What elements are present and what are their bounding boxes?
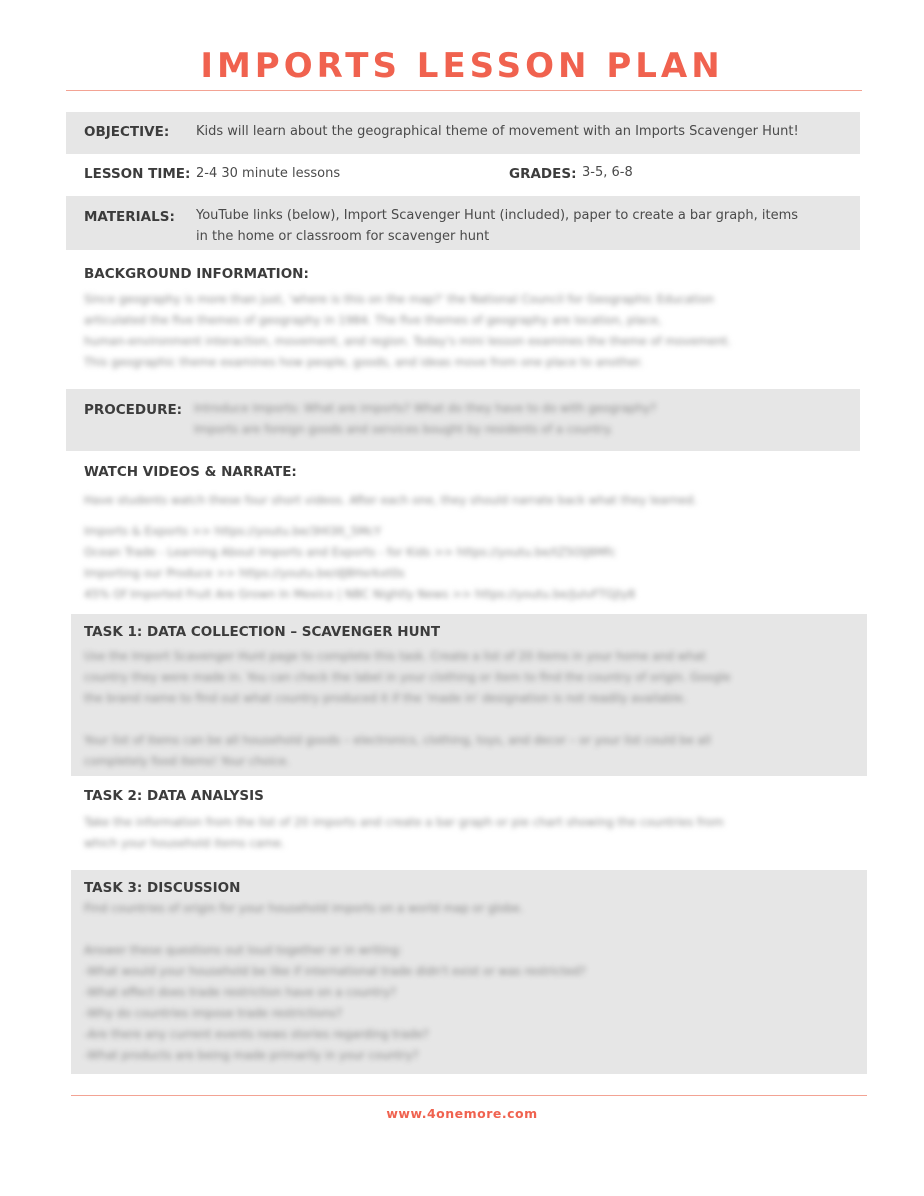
background-text (84, 289, 731, 373)
task3-line: -What products are being made primarily in your country? (84, 1048, 419, 1062)
objective-label: OBJECTIVE: (84, 124, 170, 140)
materials-line: YouTube links (below), Import Scavenger Hunt (included), paper to create a bar graph, items (196, 208, 799, 223)
task2-line: Take the information from the list of 20 imports and create a bar graph or pie chart showing the countries from (84, 815, 724, 829)
footer-link[interactable]: www.4onemore.com (386, 1106, 538, 1121)
video-link[interactable]: Ocean Trade - Learning About Imports and Exports - for Kids >> https://youtu.be/tZ5OlJ8Mfc (84, 545, 616, 559)
task1-line (84, 709, 731, 730)
objective-text: Kids will learn about the geographical theme of movement with an Imports Scavenger Hunt! (196, 124, 799, 139)
background-line: human-environment interaction, movement, and region. Today's mini lesson examines the theme of movement. (84, 334, 732, 348)
task3-line: Answer these questions out loud together or in writing: (84, 943, 403, 957)
videos-label: WATCH VIDEOS & NARRATE: (84, 464, 297, 480)
task2-label: TASK 2: DATA ANALYSIS (84, 788, 264, 804)
task1-line: the brand name to find out what country produced it if the 'made in' designation is not readily available. (84, 691, 687, 705)
task1-text (84, 646, 731, 772)
background-label: BACKGROUND INFORMATION: (84, 266, 309, 282)
lesson-time-value: 2-4 30 minute lessons (196, 166, 341, 181)
task3-line: -What effect does trade restriction have on a country? (84, 985, 397, 999)
background-line: articulated the five themes of geography in 1984. The five themes of geography are location, place, (84, 313, 662, 327)
materials-text (196, 205, 798, 247)
videos-intro: Have students watch these four short videos. After each one, they should narrate back what they learned. (84, 493, 698, 507)
background-line: This geographic theme examines how people, goods, and ideas move from one place to another. (84, 355, 644, 369)
materials-label: MATERIALS: (84, 209, 175, 225)
task1-line: country they were made in. You can check the label in your clothing or item to find the country of origin. Google (84, 670, 731, 684)
task3-line (84, 919, 586, 940)
task3-line: Find countries of origin for your household imports on a world map or globe. (84, 901, 524, 915)
procedure-line: Imports are foreign goods and services bought by residents of a country. (194, 422, 613, 436)
task3-line: -What would your household be like if international trade didn't exist or was restricted? (84, 964, 586, 978)
task3-line: -Are there any current events news stories regarding trade? (84, 1027, 429, 1041)
footer-divider (71, 1095, 867, 1096)
lesson-time-label: LESSON TIME: (84, 166, 191, 182)
grades-label: GRADES: (509, 166, 577, 182)
video-link[interactable]: Importing our Produce >> https://youtu.be/dJ8Hxrkxt0s (84, 566, 405, 580)
video-link[interactable]: Imports & Exports >> https://youtu.be/3Hl3lt_5McY (84, 524, 382, 538)
task3-line: -Why do countries impose trade restrictions? (84, 1006, 343, 1020)
task1-line: Use the Import Scavenger Hunt page to complete this task. Create a list of 20 items in your home and what (84, 649, 706, 663)
materials-line: in the home or classroom for scavenger hunt (196, 229, 490, 244)
task2-line: which your household items came. (84, 836, 285, 850)
task1-line: Your list of items can be all household goods – electronics, clothing, toys, and decor – or your list could be all (84, 733, 711, 747)
task3-label: TASK 3: DISCUSSION (84, 880, 241, 896)
title-divider (66, 90, 862, 91)
grades-value: 3-5, 6-8 (582, 165, 633, 180)
task2-text (84, 812, 724, 854)
procedure-label: PROCEDURE: (84, 402, 183, 418)
task1-label: TASK 1: DATA COLLECTION – SCAVENGER HUNT (84, 624, 441, 640)
video-links (84, 521, 635, 605)
task3-text (84, 898, 586, 1066)
background-line: Since geography is more than just, 'where is this on the map?' the National Council for Geographic Education (84, 292, 715, 306)
procedure-line: Introduce Imports: What are imports? What do they have to do with geography? (194, 401, 657, 415)
video-link[interactable]: 45% Of Imported Fruit Are Grown In Mexico | NBC Nightly News >> https://youtu.be/JuIvFTGJIy8 (84, 587, 636, 601)
page-title: IMPORTS LESSON PLAN (200, 46, 724, 86)
procedure-text (194, 398, 656, 440)
task1-line: completely food items! Your choice. (84, 754, 290, 768)
